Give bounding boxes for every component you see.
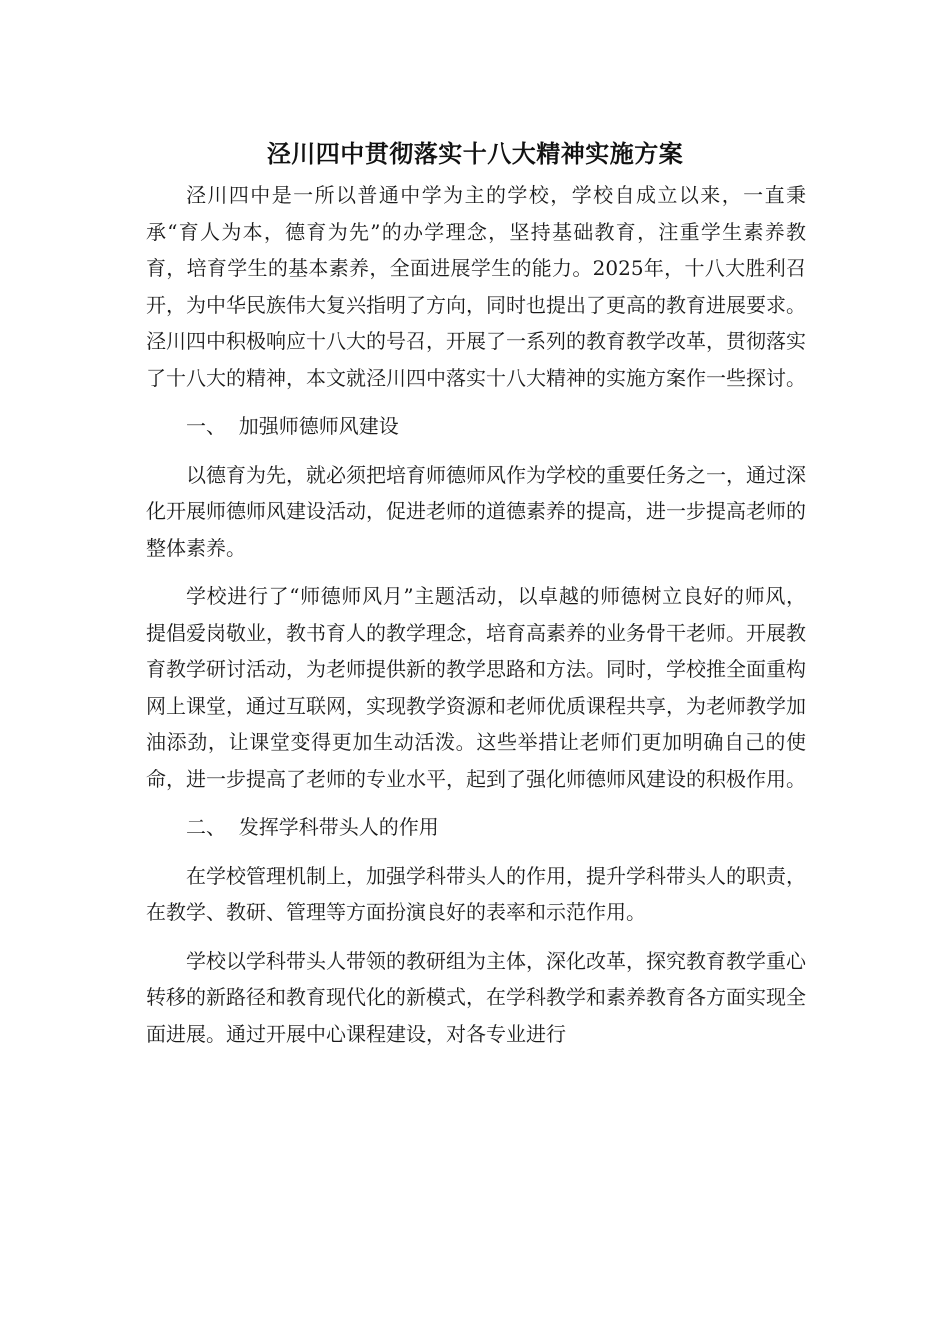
section-heading-1: 一、 加强师德师风建设 bbox=[186, 414, 399, 438]
section-heading-2: 二、 发挥学科带头人的作用 bbox=[186, 815, 439, 839]
document-body bbox=[146, 177, 806, 1064]
section-2-paragraph-1: 在学校管理机制上，加强学科带头人的作用，提升学科带头人的职责，在教学、教研、管理等方面扮演良好的表率和示范作用。 bbox=[146, 863, 806, 924]
section-1-paragraph-1: 以德育为先，就必须把培育师德师风作为学校的重要任务之一，通过深化开展师德师风建设活动，促进老师的道德素养的提高，进一步提高老师的整体素养。 bbox=[146, 462, 806, 560]
section-2-paragraph-2: 学校以学科带头人带领的教研组为主体，深化改革，探究教育教学重心转移的新路径和教育现代化的新模式，在学科教学和素养教育各方面实现全面进展。通过开展中心课程建设，对各专业进行 bbox=[146, 948, 806, 1046]
document-title: 泾川四中贯彻落实十八大精神实施方案 bbox=[266, 140, 684, 168]
section-1-paragraph-2: 学校进行了“师德师风月”主题活动，以卓越的师德树立良好的师风，提倡爱岗敬业，教书育人的教学理念，培育高素养的业务骨干老师。开展教育教学研讨活动，为老师提供新的教学思路和方法。同时，学校推全面重构网上课堂，通过互联网，实现教学资源和老师优质课程共享，为老师教学加油添劲，让课堂变得更加生动活泼。这些举措让老师们更加明确自己的使命，进一步提高了老师的专业水平，起到了强化师德师风建设的积极作用。 bbox=[146, 584, 806, 791]
intro-paragraph: 泾川四中是一所以普通中学为主的学校，学校自成立以来，一直秉承“育人为本，德育为先”的办学理念，坚持基础教育，注重学生素养教育，培育学生的基本素养，全面进展学生的能力。2025年，十八大胜利召开，为中华民族伟大复兴指明了方向，同时也提出了更高的教育进展要求。泾川四中积极响应十八大的号召，开展了一系列的教育教学改革，贯彻落实了十八大的精神，本文就泾川四中落实十八大精神的实施方案作一些探讨。 bbox=[146, 183, 806, 390]
